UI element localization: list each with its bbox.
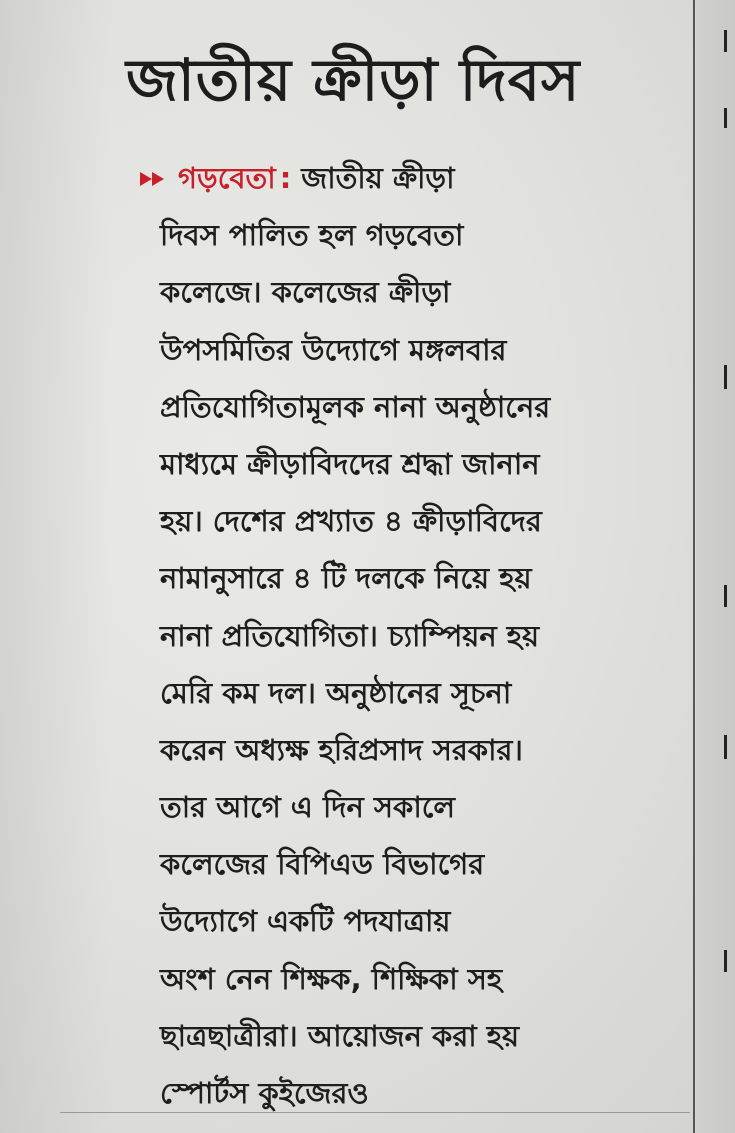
article-line-4: উপসমিতির উদ্যোগে মঙ্গলবার bbox=[160, 332, 507, 367]
article-line-1 bbox=[138, 150, 683, 207]
article-body bbox=[138, 150, 683, 1122]
article-line-13: কলেজের বিপিএড বিভাগের bbox=[160, 847, 485, 882]
article-line-17: স্পোর্টস কুইজেরও bbox=[160, 1076, 369, 1110]
article-line-3: কলেজে। কলেজের ক্রীড়া bbox=[160, 275, 451, 310]
dateline-place: গড়বেতা bbox=[178, 161, 276, 196]
article-line-12: তার আগে এ দিন সকালে bbox=[160, 790, 456, 825]
adjacent-column-fragment bbox=[724, 365, 727, 389]
article-headline: জাতীয় ক্রীড়া দিবস bbox=[126, 46, 581, 114]
adjacent-column-fragment bbox=[724, 735, 727, 759]
article-line-2: দিবস পালিত হল গড়বেতা bbox=[160, 218, 464, 253]
adjacent-column-fragment bbox=[724, 108, 727, 128]
adjacent-column-fragment bbox=[724, 30, 727, 52]
adjacent-column bbox=[696, 0, 735, 1133]
article-line-5: প্রতিযোগিতামূলক নানা অনুষ্ঠানের bbox=[160, 389, 551, 424]
article-line-8: নামানুসারে ৪ টি দলকে নিয়ে হয় bbox=[160, 561, 532, 596]
article-line-9: নানা প্রতিযোগিতা। চ্যাম্পিয়ন হয় bbox=[160, 618, 540, 653]
article-line-6: মাধ্যমে ক্রীড়াবিদদের শ্রদ্ধা জানান bbox=[160, 446, 540, 481]
article-line-15: অংশ নেন শিক্ষক, শিক্ষিকা সহ bbox=[160, 961, 503, 996]
adjacent-column-fragment bbox=[724, 950, 727, 972]
article-line-11: করেন অধ্যক্ষ হরিপ্রসাদ সরকার। bbox=[160, 732, 523, 767]
adjacent-column-fragment bbox=[724, 585, 727, 607]
double-arrow-icon bbox=[138, 170, 172, 188]
article-line-14: উদ্যোগে একটি পদযাত্রায় bbox=[160, 904, 451, 939]
article-line-text: জাতীয় ক্রীড়া bbox=[301, 161, 455, 195]
article-line-7: হয়। দেশের প্রখ্যাত ৪ ক্রীড়াবিদের bbox=[160, 504, 542, 539]
dateline bbox=[138, 150, 301, 207]
page-shadow bbox=[0, 0, 110, 1133]
dateline-separator: : bbox=[279, 161, 292, 196]
column-divider bbox=[693, 0, 695, 1133]
article-line-16: ছাত্রছাত্রীরা। আয়োজন করা হয় bbox=[160, 1018, 520, 1053]
article-line-10: মেরি কম দল। অনুষ্ঠানের সূচনা bbox=[160, 675, 512, 710]
